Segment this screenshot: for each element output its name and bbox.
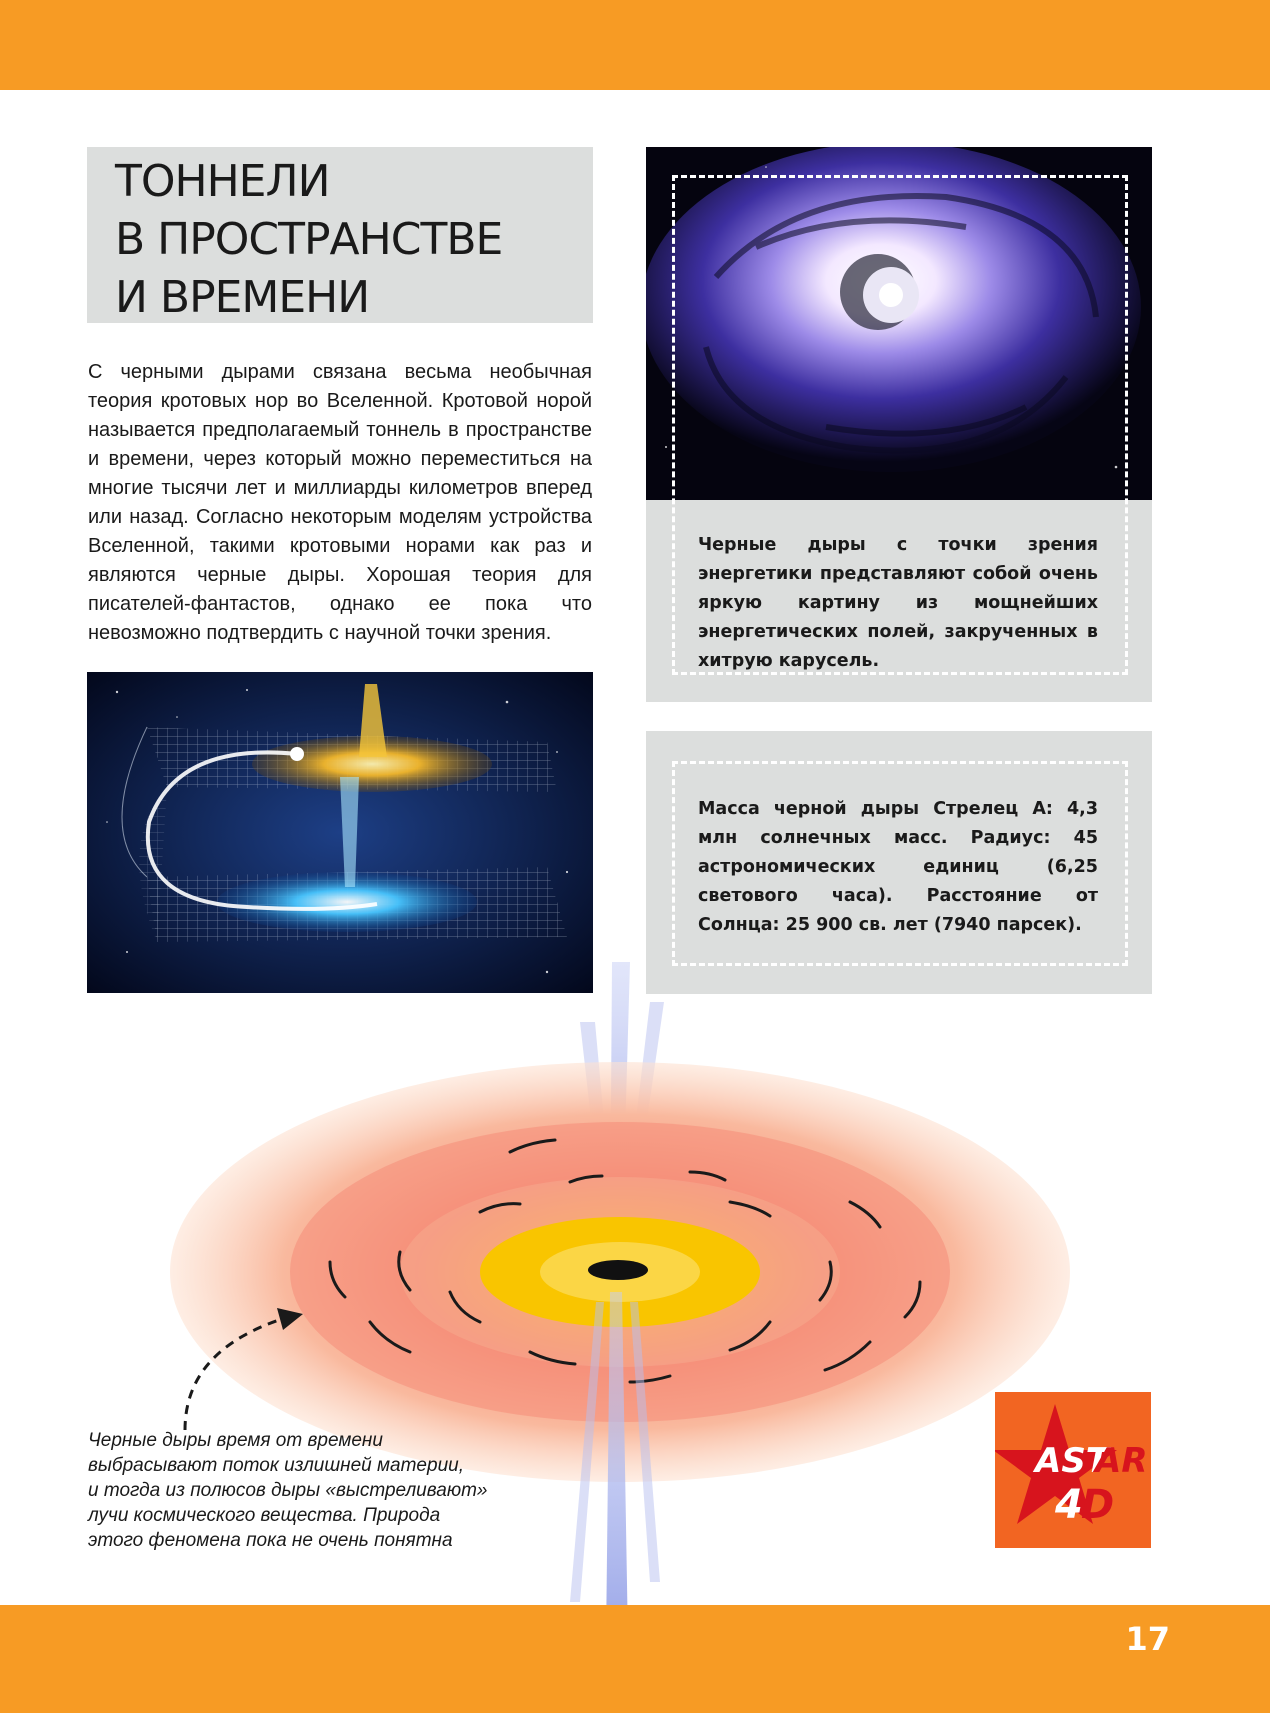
- mass-info-panel: [646, 731, 1152, 994]
- jet-caption-line-1: Черные дыры время от времени: [88, 1430, 383, 1451]
- svg-text:D: D: [1081, 1482, 1115, 1528]
- mass-info-text: Масса черной дыры Стрелец А: 4,3 млн солнечных масс. Радиус: 45 астрономических единиц (6,25 светового часа). Расстояние от Солнца: 25 900 св. лет (7940 парсек).: [698, 799, 1098, 935]
- galaxy-caption: Черные дыры с точки зрения энергетики представляют собой очень яркую картину из мощнейших энергетических полей, закрученных в хитрую карусель.: [698, 535, 1098, 671]
- svg-text:AR: AR: [1095, 1441, 1148, 1481]
- wormhole-illustration: [87, 672, 593, 993]
- jet-caption-line-4: лучи космического вещества. Природа: [88, 1505, 441, 1526]
- svg-text:4: 4: [1055, 1482, 1083, 1528]
- top-bar: [0, 0, 1270, 90]
- bottom-bar: [0, 1605, 1270, 1713]
- title-line-3: И ВРЕМЕНИ: [115, 272, 370, 323]
- astar-4d-logo: [995, 1392, 1151, 1548]
- page-number: 17: [1125, 1620, 1170, 1658]
- jet-caption-line-3: и тогда из полюсов дыры «выстреливают»: [88, 1480, 488, 1501]
- galaxy-panel: [646, 147, 1152, 702]
- title-line-1: ТОННЕЛИ: [115, 156, 330, 207]
- jet-caption: [88, 1428, 528, 1553]
- star-icon: [995, 1392, 1151, 1548]
- svg-text:AST: AST: [1035, 1441, 1109, 1481]
- jet-caption-line-5: этого феномена пока не очень понятна: [88, 1530, 453, 1551]
- jet-caption-line-2: выбрасывают поток излишней материи,: [88, 1455, 464, 1476]
- dashed-arrow-icon: [175, 1300, 315, 1440]
- title-line-2: В ПРОСТРАНСТВЕ: [115, 214, 503, 265]
- body-text: С черными дырами связана весьма необычная теория кротовых нор во Вселенной. Кротовой норой называется предполагаемый тоннель в пространстве и времени, через который можно переместиться на многие тысячи лет и миллиарды километров вперед или назад. Согласно некоторым моделям устройства Вселенной, такими кротовыми норами как раз и являются черные дыры. Хорошая теория для писателей-фантастов, однако ее пока что невозможно подтвердить с научной точки зрения.: [88, 361, 592, 644]
- title-box: [87, 147, 593, 323]
- energy-galaxy-illustration: [646, 147, 1152, 500]
